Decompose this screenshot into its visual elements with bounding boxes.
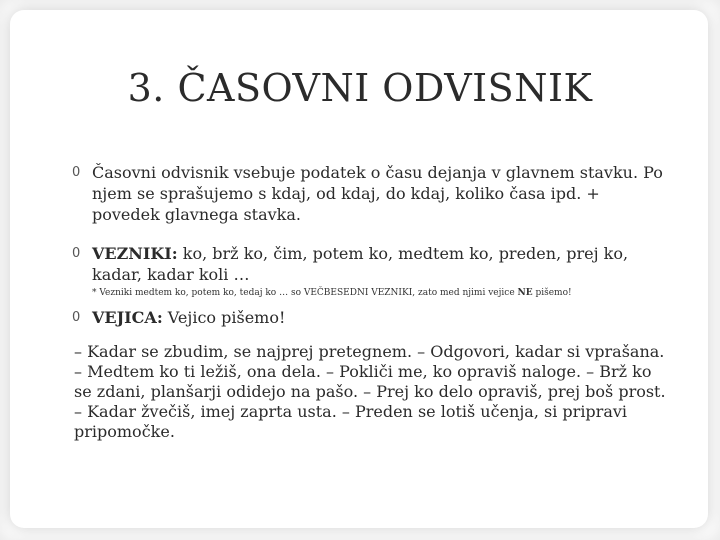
conjunctions-note	[92, 287, 672, 299]
bullet-comma	[72, 307, 672, 328]
conjunctions-note-emphasis: NE	[517, 288, 533, 298]
examples-paragraph: – Kadar se zbudim, se najprej pretegnem. – Odgovori, kadar si vprašana. – Medtem ko ti ležiš, ona dela. – Pokliči me, ko opraviš naloge. – Brž ko se zdani, planšarji odidejo na pašo. – Prej ko delo opraviš, prej boš prost. – Kadar žvečiš, imej zaprta usta. – Preden se lotiš učenja, si pripravi pripomočke.	[74, 342, 666, 441]
bullet-conjunctions-text: ko, brž ko, čim, potem ko, medtem ko, preden, prej ko, kadar, kadar koli …	[92, 244, 629, 284]
slide-title: 3. ČASOVNI ODVISNIK	[127, 66, 593, 110]
bullet-definition-text: Časovni odvisnik vsebuje podatek o času dejanja v glavnem stavku. Po njem se sprašujemo s kdaj, od kdaj, do kdaj, koliko časa ipd. + povedek glavnega stavka.	[92, 163, 663, 224]
bullet-comma-text: Vejico pišemo!	[162, 308, 286, 327]
bullet-marker: 0	[72, 310, 81, 325]
bullet-comma-label: VEJICA:	[92, 308, 163, 327]
bullet-definition	[72, 162, 672, 225]
bullet-conjunctions	[72, 243, 672, 299]
bullet-marker: 0	[72, 246, 81, 261]
bullet-marker: 0	[72, 165, 81, 180]
bullet-conjunctions-label: VEZNIKI:	[92, 244, 178, 263]
conjunctions-note-suffix: pišemo!	[532, 288, 572, 298]
bullet-list	[72, 162, 672, 328]
conjunctions-note-prefix: * Vezniki medtem ko, potem ko, tedaj ko … so VEČBESEDNI VEZNIKI, zato med njimi vejice	[92, 288, 518, 298]
